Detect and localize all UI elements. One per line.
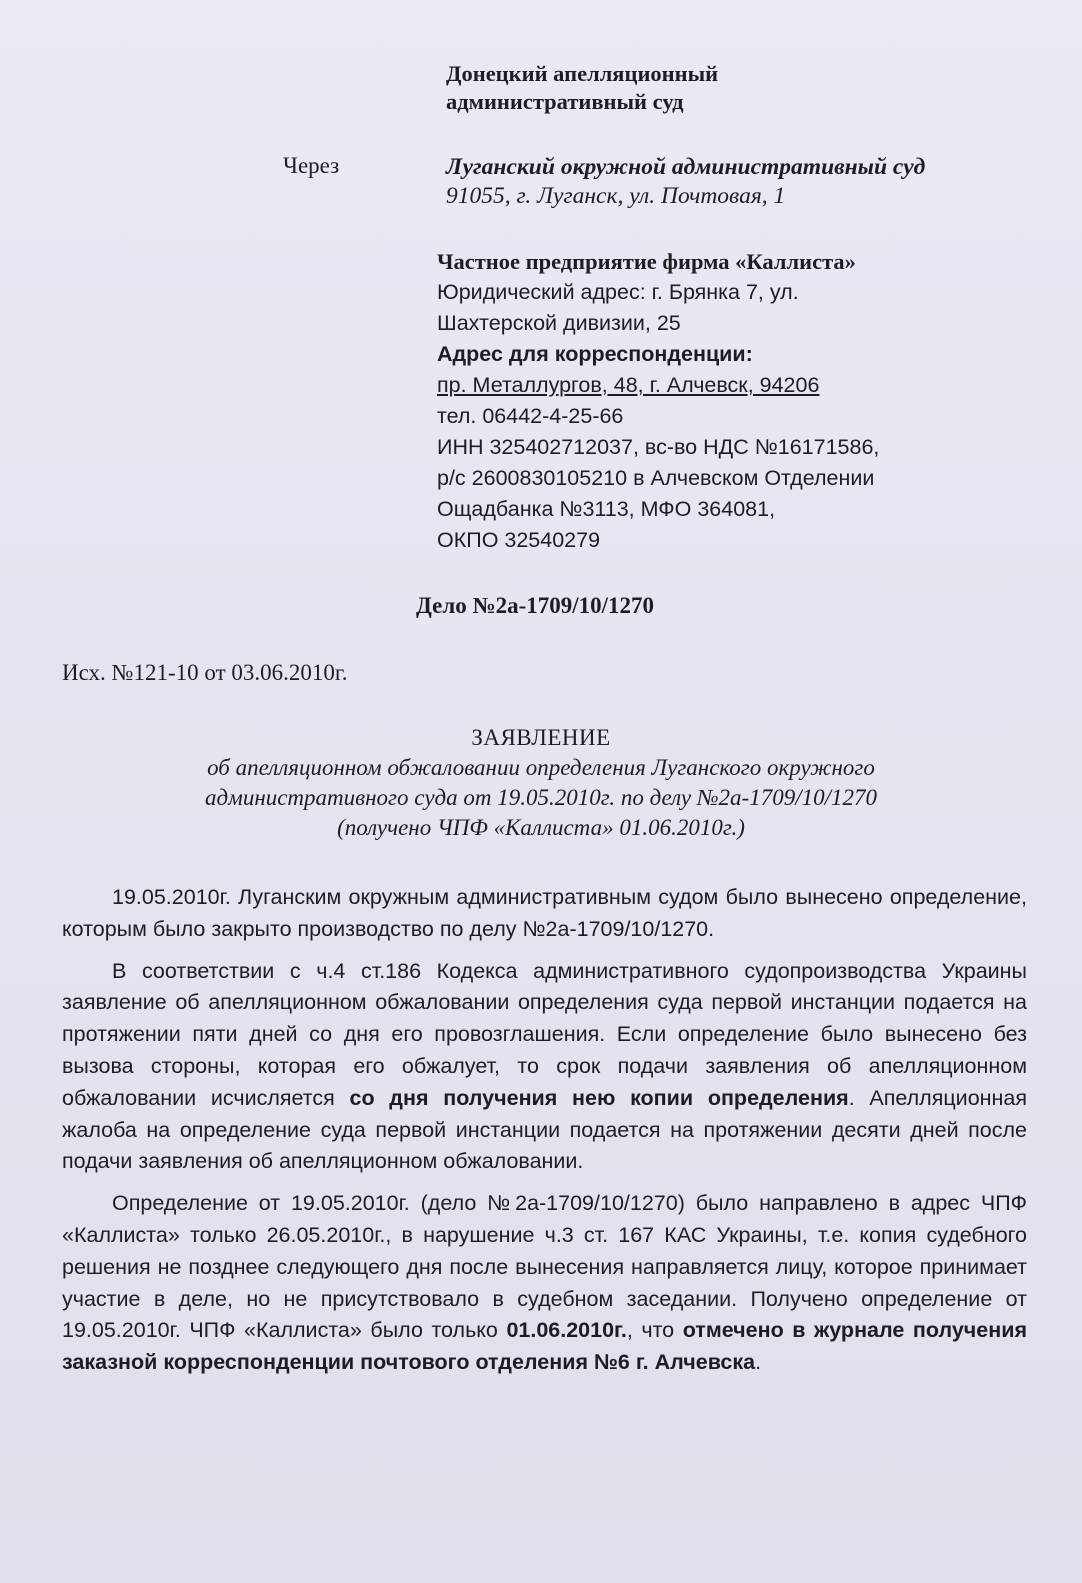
sender-phone: тел. 06442-4-25-66 [437,404,624,428]
body-p3-date: 01.06.2010г. [506,1318,627,1343]
body-p2-emphasis: со дня получения нею копии определения [349,1085,849,1110]
sender-legal-address-2: Шахтерской дивизии, 25 [437,311,681,335]
via-court-name: Луганский окружной административный суд [446,154,926,180]
body-p3-text-a: Определение от 19.05.2010г. (дело №2а-1709/10/1270) было направлено в адрес ЧПФ «Каллиста» только 26.05.2010г., в нарушение ч.3 ст. 167 КАС Украины, т.е. копия судебного решения не позднее следующего дня после вынесения направляется лицу, которое принимает участие в деле, но не присутствовало в судебном заседании. Получено определение от 19.05.2010г. ЧПФ «Каллиста» было только [62,1191,1027,1343]
via-court-block [446,153,925,211]
document-subtitle-3: (получено ЧПФ «Каллиста» 01.06.2010г.) [337,815,745,840]
addressee-court [446,60,718,116]
statement-body [62,882,1027,1389]
body-paragraph-3 [62,1188,1027,1379]
body-p3-end: . [755,1350,762,1375]
body-p1-text: 19.05.2010г. Луганским окружным административным судом было вынесено определение, которым было закрыто производство по делу №2а-1709/10/1270. [62,885,1027,941]
sender-account-2: Ощадбанка №3113, МФО 364081, [437,497,776,521]
document-heading [0,723,1082,843]
case-number: Дело №2а-1709/10/1270 [416,593,655,618]
addressee-court-line-2: административный суд [446,89,684,114]
body-p2-text-b: . Апелляционная жалоба на определение суда первой инстанции подается на протяжении десяти дней после подачи заявления об апелляционном обжаловании. [62,1085,1027,1174]
outgoing-reference: Исх. №121-10 от 03.06.2010г. [62,660,348,685]
document-subtitle-1: об апелляционном обжаловании определения Луганского окружного [207,755,875,780]
body-p3-mid: , что [626,1318,683,1343]
via-court-address: 91055, г. Луганск, ул. Почтовая, 1 [446,183,786,209]
sender-account-1: р/с 2600830105210 в Алчевском Отделении [437,466,875,490]
sender-okpo: ОКПО 32540279 [437,528,601,552]
sender-correspondence-label: Адрес для корреспонденции: [437,342,753,366]
via-label: Через [283,153,340,178]
sender-inn: ИНН 325402712037, вс-во НДС №16171586, [437,435,880,459]
sender-correspondence-address: пр. Металлургов, 48, г. Алчевск, 94206 [437,373,820,397]
body-p2-text-a: В соответствии с ч.4 ст.186 Кодекса административного судопроизводства Украины заявление об апелляционном обжаловании определения суда первой инстанции подается на протяжении пяти дней со дня его провозглашения. Если определение было вынесено без вызова стороны, которая его обжалует, то срок подачи заявления об апелляционном обжаловании исчисляется [62,958,1027,1110]
body-paragraph-2 [62,956,1027,1179]
document-title: ЗАЯВЛЕНИЕ [471,725,611,750]
sender-name: Частное предприятие фирма «Каллиста» [437,249,856,274]
document-subtitle-2: административного суда от 19.05.2010г. по делу №2а-1709/10/1270 [205,785,877,810]
body-p3-emphasis: отмечено в журнале получения заказной корреспонденции почтового отделения №6 г. Алчевска [62,1318,1027,1375]
sender-block [437,246,879,556]
addressee-court-line-1: Донецкий апелляционный [446,61,719,86]
body-paragraph-1 [62,882,1027,946]
sender-legal-address-1: Юридический адрес: г. Брянка 7, ул. [437,280,799,304]
